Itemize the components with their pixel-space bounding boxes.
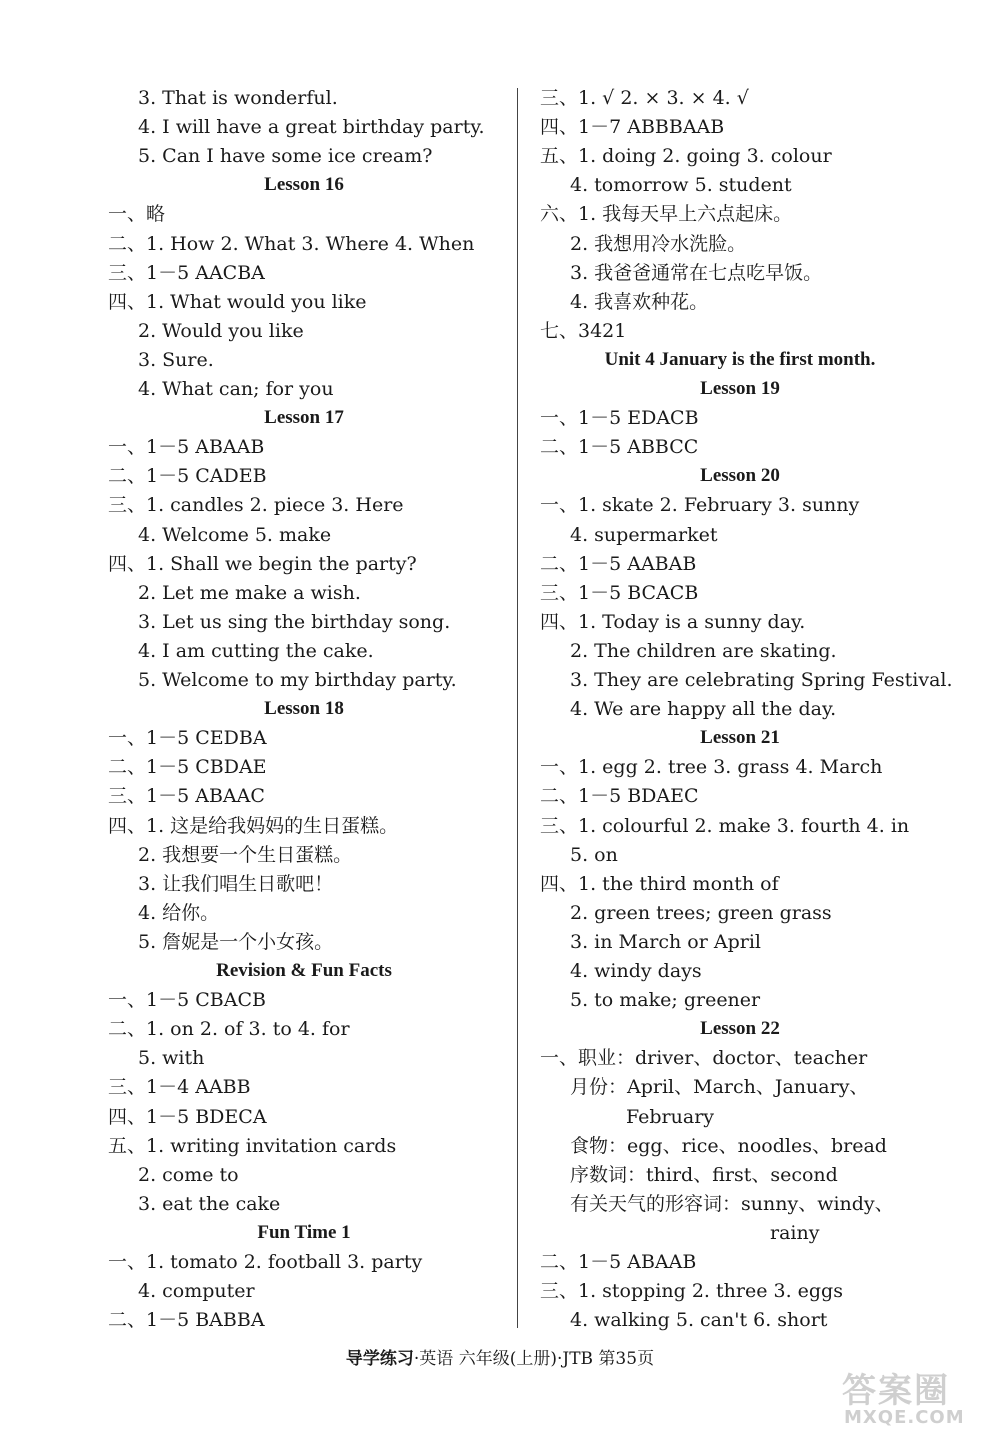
answer-line: 三、1－5 AACBA <box>108 261 265 284</box>
answer-line: 食物：egg、rice、noodles、bread <box>570 1134 887 1157</box>
answer-line: 3. 让我们唱生日歌吧！ <box>138 872 334 895</box>
section-heading: Lesson 17 <box>264 407 344 429</box>
answer-line: 3. 我爸爸通常在七点吃早饭。 <box>570 261 823 284</box>
answer-line: 2. 我想要一个生日蛋糕。 <box>138 843 353 866</box>
answer-line: 有关天气的形容词：sunny、windy、 <box>570 1192 894 1215</box>
answer-line: 序数词：third、first、second <box>570 1163 838 1186</box>
answer-line: 4. I will have a great birthday party. <box>138 116 485 139</box>
section-heading: Lesson 20 <box>700 465 780 487</box>
section-heading: Revision & Fun Facts <box>216 960 392 981</box>
answer-line: 二、1－5 CBDAE <box>108 756 267 779</box>
answer-line: 4. I am cutting the cake. <box>138 639 374 662</box>
answer-line: 五、1. writing invitation cards <box>108 1134 397 1157</box>
answer-line: 4. windy days <box>570 960 702 982</box>
section-heading: Lesson 19 <box>700 378 780 399</box>
answer-line: 3. in March or April <box>570 930 761 953</box>
answer-line: 4. computer <box>138 1280 255 1303</box>
watermark-domain: MXQE.COM <box>844 1407 965 1428</box>
answer-line: 一、1－5 EDACB <box>540 407 699 430</box>
answer-line: 四、1. Today is a sunny day. <box>540 610 806 633</box>
answer-line: 4. 我喜欢种花。 <box>570 290 709 313</box>
answer-line: 4. walking 5. can't 6. short <box>570 1309 828 1332</box>
answer-line: 五、1. doing 2. going 3. colour <box>540 145 832 168</box>
answer-line: 4. Welcome 5. make <box>138 523 332 546</box>
answer-line: 一、1－5 ABAAB <box>108 436 265 459</box>
answer-line: 一、略 <box>108 203 166 226</box>
answer-line: 四、1. the third month of <box>540 872 779 895</box>
answer-line: 2. The children are skating. <box>570 639 837 662</box>
answer-line: 一、1. egg 2. tree 3. grass 4. March <box>540 756 883 779</box>
answer-line: 3. They are celebrating Spring Festival. <box>570 669 953 691</box>
answer-line: 二、1－5 ABBCC <box>540 436 699 459</box>
section-heading: Lesson 18 <box>264 698 344 720</box>
answer-line: 三、1－5 ABAAC <box>108 785 265 808</box>
answer-line: 三、1－5 BCACB <box>540 581 699 604</box>
answer-line: 一、职业：driver、doctor、teacher <box>540 1047 868 1070</box>
answer-line: 2. green trees; green grass <box>570 901 832 924</box>
answer-line: 4. supermarket <box>570 523 718 546</box>
answer-line: 二、1. on 2. of 3. to 4. for <box>108 1018 350 1041</box>
answer-line: 一、1. skate 2. February 3. sunny <box>540 494 860 517</box>
answer-line: 5. to make; greener <box>570 989 761 1012</box>
answer-line: 四、1. Shall we begin the party? <box>108 552 417 575</box>
answer-line: 月份：April、March、January、 <box>570 1076 869 1099</box>
answer-line: 三、1－4 AABB <box>108 1076 251 1099</box>
answer-line: 二、1－5 CADEB <box>108 465 267 488</box>
answer-line: 2. Would you like <box>138 319 304 342</box>
answer-line: 一、1. tomato 2. football 3. party <box>108 1251 423 1273</box>
answer-line: 4. We are happy all the day. <box>570 698 837 721</box>
answer-line: 二、1－5 BDAEC <box>540 785 699 808</box>
answer-line: 二、1－5 ABAAB <box>540 1251 697 1273</box>
answer-line: 3. Sure. <box>138 348 214 371</box>
answer-line: 3. Let us sing the birthday song. <box>138 610 451 633</box>
footer-info: ·英语 六年级(上册)·JTB 第35页 <box>413 1349 655 1369</box>
answer-line: 二、1. How 2. What 3. Where 4. When <box>108 232 475 255</box>
answer-line: 四、1. What would you like <box>108 290 367 313</box>
answer-line: 二、1－5 AABAB <box>540 552 697 575</box>
answer-line: 七、3421 <box>540 319 627 342</box>
section-heading: Lesson 22 <box>700 1018 780 1040</box>
answer-line: 四、1. 这是给我妈妈的生日蛋糕。 <box>108 814 399 837</box>
column-divider <box>517 88 518 1328</box>
answer-line: 5. Can I have some ice cream? <box>138 145 433 168</box>
answer-line: 4. 给你。 <box>138 901 220 924</box>
answer-line: 三、1. stopping 2. three 3. eggs <box>540 1280 843 1303</box>
answer-line: 四、1－5 BDECA <box>108 1105 267 1128</box>
section-heading: Lesson 21 <box>700 727 780 749</box>
watermark-logo-text: 答案圈 <box>842 1371 950 1411</box>
answer-line: 5. 詹妮是一个小女孩。 <box>138 930 334 953</box>
answer-line: 一、1－5 CEDBA <box>108 727 267 750</box>
site-watermark <box>834 1363 984 1435</box>
answer-line: February <box>626 1105 715 1128</box>
footer-brand: 导学练习 <box>345 1349 414 1369</box>
answer-line: 一、1－5 CBACB <box>108 989 266 1012</box>
section-heading: Lesson 16 <box>264 174 344 196</box>
answer-line: 二、1－5 BABBA <box>108 1309 265 1332</box>
answer-line: 2. Let me make a wish. <box>138 581 361 604</box>
section-heading: Fun Time 1 <box>257 1221 351 1243</box>
answer-line: 三、1. colourful 2. make 3. fourth 4. in <box>540 814 910 837</box>
answer-line: 2. come to <box>138 1163 239 1186</box>
answer-line: 3. eat the cake <box>138 1192 281 1215</box>
answer-line: 5. with <box>138 1047 205 1070</box>
answer-line: 四、1－7 ABBBAAB <box>540 116 725 139</box>
answer-line: 4. What can; for you <box>138 378 334 400</box>
answer-line: rainy <box>770 1221 820 1244</box>
answer-line: 5. on <box>570 843 618 866</box>
answer-line: 5. Welcome to my birthday party. <box>138 669 457 691</box>
answer-line: 三、1. candles 2. piece 3. Here <box>108 494 404 517</box>
answer-line: 4. tomorrow 5. student <box>570 174 792 197</box>
answer-line: 3. That is wonderful. <box>138 87 338 109</box>
answer-line: 六、1. 我每天早上六点起床。 <box>540 203 793 226</box>
answer-line: 三、1. √ 2. × 3. × 4. √ <box>540 87 749 109</box>
answer-line: 2. 我想用冷水洗脸。 <box>570 232 747 255</box>
section-heading: Unit 4 January is the first month. <box>604 348 876 370</box>
